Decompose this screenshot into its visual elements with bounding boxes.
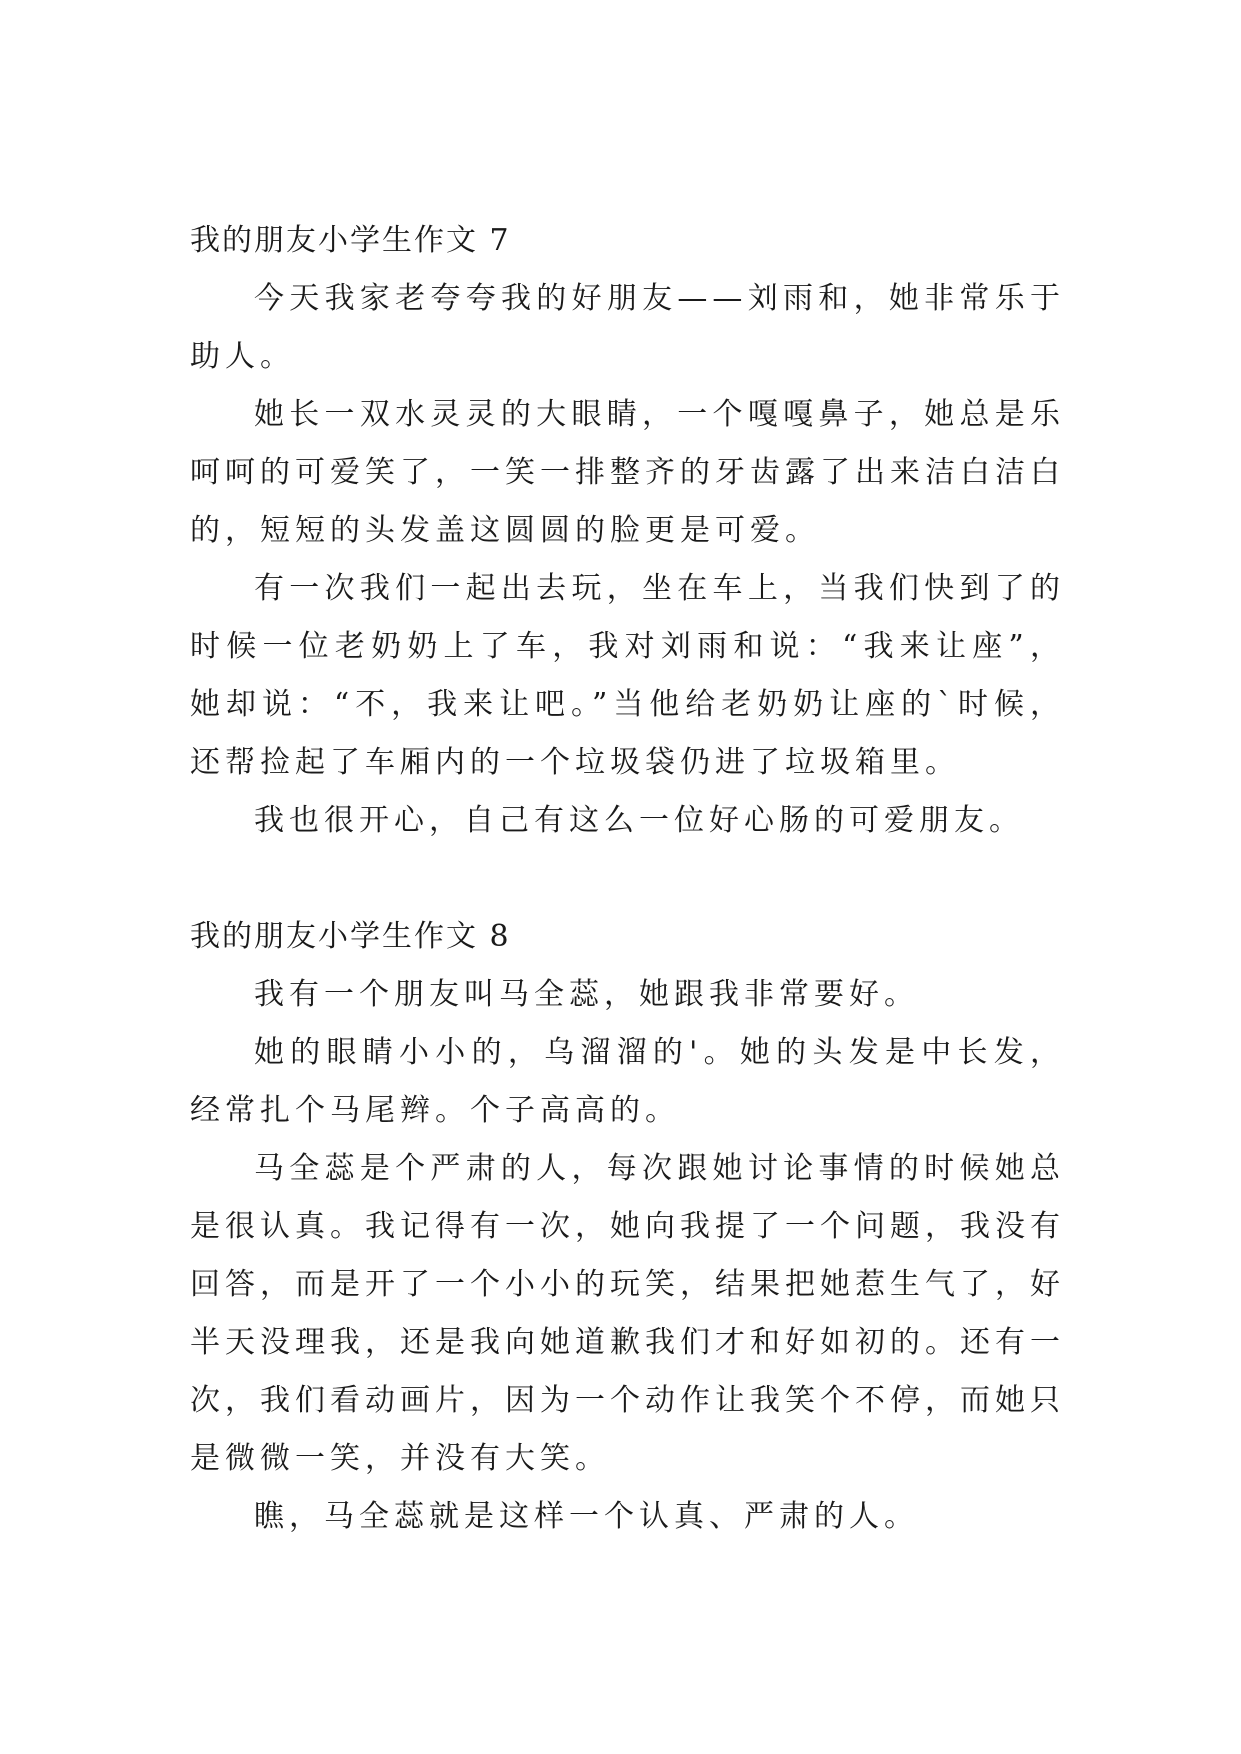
essay-title: 我的朋友小学生作文 8	[190, 919, 511, 954]
essay-paragraph: 我有一个朋友叫马全蕊，她跟我非常要好。	[254, 977, 919, 1012]
essay-paragraph: 马全蕊是个严肃的人，每次跟她讨论事情的时候她总是很认真。我记得有一次，她向我提了一个问题，我没有回答，而是开了一个小小的玩笑，结果把她惹生气了，好半天没理我，还是我向她道歉我们才和好如初的。还有一次，我们看动画片，因为一个动作让我笑个不停，而她只是微微一笑，并没有大笑。	[190, 1151, 1065, 1476]
document-body	[190, 212, 1065, 1546]
essay-paragraph: 今天我家老夸夸我的好朋友——刘雨和，她非常乐于助人。	[190, 281, 1065, 374]
essay-paragraph: 她长一双水灵灵的大眼睛，一个嘎嘎鼻子，她总是乐呵呵的可爱笑了，一笑一排整齐的牙齿露了出来洁白洁白的，短短的头发盖这圆圆的脸更是可爱。	[190, 397, 1065, 548]
essay-paragraph: 有一次我们一起出去玩，坐在车上，当我们快到了的时候一位老奶奶上了车，我对刘雨和说：“我来让座”，她却说：“不，我来让吧。”当他给老奶奶让座的`时候，还帮捡起了车厢内的一个垃圾袋仍进了垃圾箱里。	[190, 571, 1065, 780]
essay-paragraph: 她的眼睛小小的，乌溜溜的'。她的头发是中长发，经常扎个马尾辫。个子高高的。	[190, 1035, 1065, 1128]
section-spacer	[190, 850, 1065, 908]
essay-paragraph: 瞧，马全蕊就是这样一个认真、严肃的人。	[254, 1499, 919, 1534]
essay-paragraph: 我也很开心，自己有这么一位好心肠的可爱朋友。	[254, 803, 1024, 838]
essay-section-7	[190, 212, 1065, 850]
essay-title: 我的朋友小学生作文 7	[190, 223, 511, 258]
essay-section-8	[190, 908, 1065, 1546]
